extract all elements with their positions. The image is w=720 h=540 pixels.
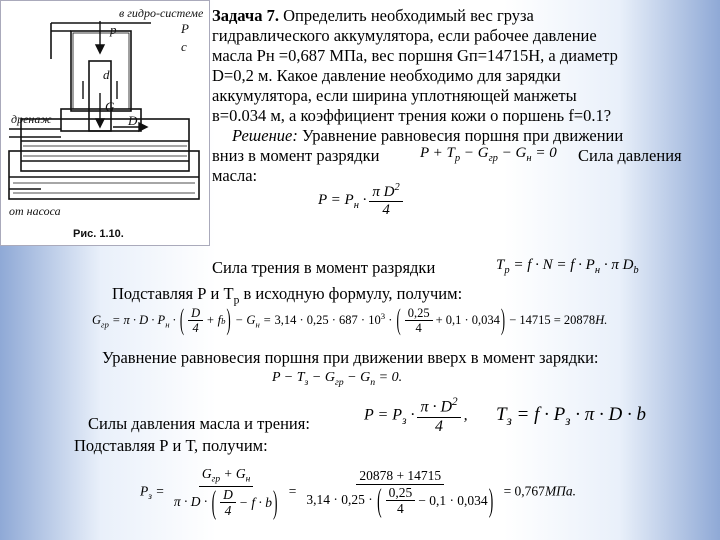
label-from-pump: от насоса (9, 204, 61, 218)
charge-pressure-formula: $P = P_з$ · $\frac{\pi \cdot D^2}{4}$ , (364, 396, 468, 435)
figure-caption: Рис. 1.10. (73, 228, 124, 240)
charge-equation: $P - T_з - G_{гр} - G_п = 0$. (272, 370, 403, 388)
label-p-side: P (181, 21, 189, 36)
solution-label: Решение: (232, 126, 298, 145)
substitute-tail: в исходную формулу, получим: (243, 284, 463, 303)
problem-title: Задача 7. (212, 6, 279, 25)
pressure-force-formula: $P = P_н$ · $\frac{\pi D^2}{4}$ (318, 182, 406, 220)
problem-line-1-text: Определить необходимый вес груза (283, 6, 534, 25)
label-D: D (128, 113, 138, 128)
label-to-system: в гидро-системе (119, 6, 204, 20)
discharge-text: вниз в момент разрядки (212, 146, 380, 165)
substitute-text: Подставляя Р и Т (112, 284, 234, 303)
pressure-force-label: Сила давления (578, 146, 682, 165)
friction-formula: $T_p = f \cdot N = f \cdot P_н \cdot \pi$ $D_b$ (496, 257, 639, 276)
problem-line-4: D=0,2 м. Какое давление необходимо для зарядки (212, 66, 561, 85)
problem-line-3: масла Рн =0,687 МПа, вес поршня Gп=14715Н, а диаметр (212, 46, 618, 65)
label-g: G (105, 99, 115, 114)
label-p: p (110, 22, 117, 37)
final-pressure-formula: $P_з$ = $G_{гр} + G_н$ π · D · ( $\frac{D}{4}$ − f · b ) = 20878 + 14715 3,14 · 0,25 · ( $\frac{0,25}{4}$ − 0,1 · 0,034 ) = 0,767МПа. (140, 466, 577, 520)
problem-line-5: аккумулятора, если ширина уплотняющей манжеты (212, 86, 577, 105)
substitute2-label: Подставляя Р и Т, получим: (74, 436, 268, 455)
oil-label: масла: (212, 166, 258, 185)
substitute-sub: р (233, 294, 240, 307)
problem-line-2: гидравлического аккумулятора, если рабочее давление (212, 26, 597, 45)
friction-label: Сила трения в момент разрядки (212, 258, 436, 277)
load-weight-formula: $G_{гр} = \pi \cdot D \cdot P_н$ · ( $\frac{D}{4}$ + f b ) − $G_н = 3,14 \cdot 0,25 \cdot 687 \cdot 10^3$ · ( $\frac{0,25}{4}$ + 0,1 · 0,034 ) − 14715 = 20878Н. (92, 302, 608, 337)
solution-line (232, 126, 623, 145)
substitute-line (112, 284, 462, 306)
forces-label: Силы давления масла и трения: (88, 414, 310, 433)
equilibrium-equation: $P + T_p - G_{гр} - G_н = 0$ (420, 145, 557, 164)
problem-line-6: в=0.034 м, а коэффициент трения кожи о поршень f=0.1? (212, 106, 612, 125)
accumulator-schematic (1, 1, 209, 245)
label-c: c (181, 39, 187, 54)
label-d: d (103, 67, 110, 82)
solution-line-text: Уравнение равновесия поршня при движении (301, 126, 624, 145)
charge-friction-formula: $T_з = f \cdot P_з \cdot \pi \cdot D \cdot b$ (496, 404, 646, 428)
label-drain: дренаж (11, 112, 52, 126)
problem-line-1 (212, 6, 534, 25)
accumulator-figure (0, 0, 210, 246)
charge-equation-label: Уравнение равновесия поршня при движении вверх в момент зарядки: (102, 348, 599, 367)
discharge-line (212, 146, 380, 165)
